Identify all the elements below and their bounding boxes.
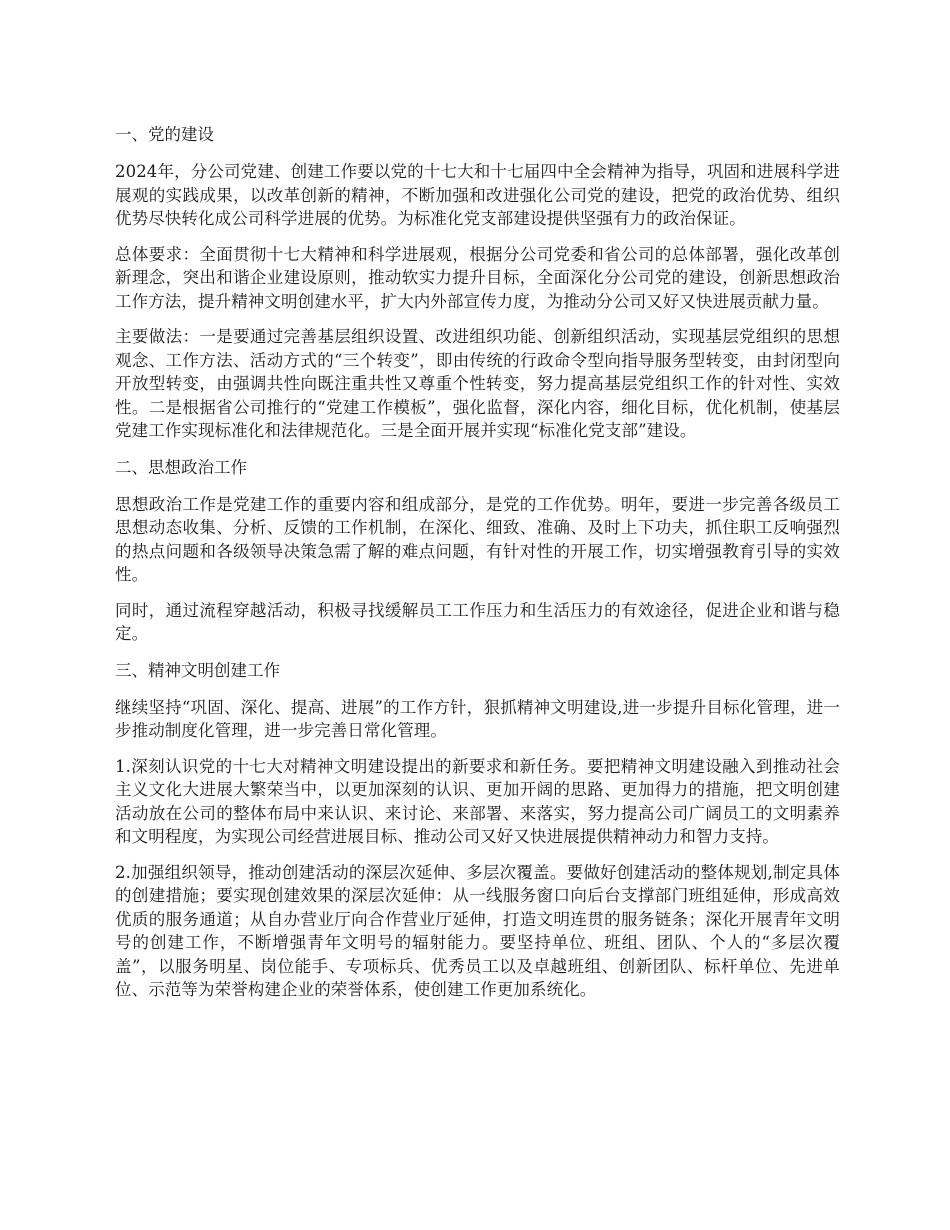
paragraph-ideological-work: 思想政治工作是党建工作的重要内容和组成部分，是党的工作优势。明年，要进一步完善各级员工思想动态收集、分析、反馈的工作机制，在深化、细致、准确、及时上下功夫，抓住职工反响强烈的热点问题和各级领导决策急需了解的难点问题，有针对性的开展工作，切实增强教育引导的实效性。 — [115, 494, 840, 584]
paragraph-overall-requirements: 总体要求：全面贯彻十七大精神和科学进展观，根据分公司党委和省公司的总体部署，强化改革创新理念，突出和谐企业建设原则，推动软实力提升目标，全面深化分公司党的建设，创新思想政治工作方法，提升精神文明创建水平，扩大内外部宣传力度，为推动分公司又好又快进展贡献力量。 — [115, 244, 840, 311]
paragraph-guiding-policy: 继续坚持“巩固、深化、提高、进展”的工作方针，狠抓精神文明建设,进一步提升目标化管理，进一步推动制度化管理，进一步完善日常化管理。 — [115, 697, 840, 740]
section-heading-civilization-work: 三、精神文明创建工作 — [115, 660, 280, 680]
document-body — [115, 122, 840, 1014]
section-heading-ideological-work: 二、思想政治工作 — [115, 457, 247, 477]
section-heading-party-building: 一、党的建设 — [115, 125, 214, 144]
paragraph-intro: 2024年，分公司党建、创建工作要以党的十七大和十七届四中全会精神为指导，巩固和进展科学进展观的实践成果，以改革创新的精神，不断加强和改进强化公司党的建设，把党的政治优势、组织优势尽快转化成公司科学进展的优势。为标准化党支部建设提供坚强有力的政治保证。 — [115, 162, 840, 228]
paragraph-item-1: 1.深刻认识党的十七大对精神文明建设提出的新要求和新任务。要把精神文明建设融入到推动社会主义文化大进展大繁荣当中，以更加深刻的认识、更加开阔的思路、更加得力的措施，把文明创建活动放在公司的整体布局中来认识、来讨论、来部署、来落实，努力提高公司广阔员工的文明素养和文明程度，为实现公司经营进展目标、推动公司又好又快进展提供精神动力和智力支持。 — [115, 756, 840, 846]
paragraph-main-methods: 主要做法：一是要通过完善基层组织设置、改进组织功能、创新组织活动，实现基层党组织的思想观念、工作方法、活动方式的“三个转变”，即由传统的行政命令型向指导服务型转变，由封闭型向开放型转变，由强调共性向既注重共性又尊重个性转变，努力提高基层党组织工作的针对性、实效性。二是根据省公司推行的“党建工作模板”，强化监督，深化内容，细化目标，优化机制，使基层党建工作实现标准化和法律规范化。三是全面开展并实现“标准化党支部”建设。 — [115, 327, 840, 440]
paragraph-item-2: 2.加强组织领导，推动创建活动的深层次延伸、多层次覆盖。要做好创建活动的整体规划,制定具体的创建措施；要实现创建效果的深层次延伸：从一线服务窗口向后台支撑部门班组延伸，形成高效优质的服务通道；从自办营业厅向合作营业厅延伸，打造文明连贯的服务链条；深化开展青年文明号的创建工作，不断增强青年文明号的辐射能力。要坚持单位、班组、团队、个人的“多层次覆盖”，以服务明星、岗位能手、专项标兵、优秀员工以及卓越班组、创新团队、标杆单位、先进单位、示范等为荣誉构建企业的荣誉体系，使创建工作更加系统化。 — [115, 862, 840, 999]
paragraph-process-activity: 同时，通过流程穿越活动，积极寻找缓解员工工作压力和生活压力的有效途径，促进企业和谐与稳定。 — [115, 600, 840, 643]
